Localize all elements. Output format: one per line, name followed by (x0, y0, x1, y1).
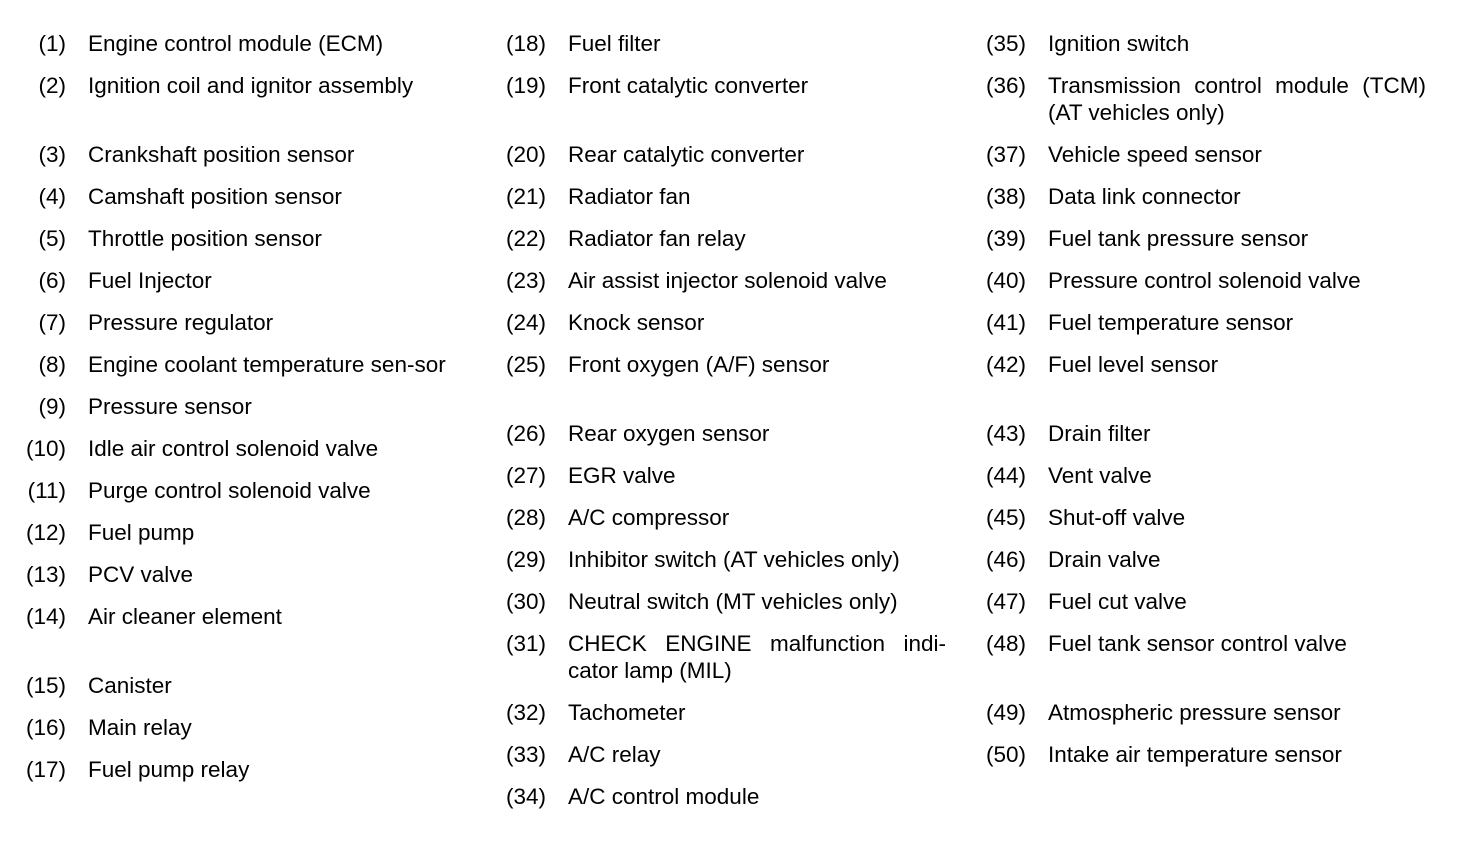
entry-number: (17) (25, 757, 66, 782)
entry-number: (1) (38, 31, 66, 56)
entry-label: Ignition switch (1048, 31, 1190, 56)
legend-entry (480, 504, 950, 531)
entry-number: (46) (985, 547, 1026, 572)
entry-label: Pressure sensor (88, 394, 252, 419)
entry-number: (29) (505, 547, 546, 572)
entry-label: Data link connector (1048, 184, 1241, 209)
entry-number: (8) (38, 352, 66, 377)
entry-number: (10) (25, 436, 66, 461)
entry-number: (18) (505, 31, 546, 56)
entry-label: A/C control module (568, 784, 760, 809)
entry-number: (35) (985, 31, 1026, 56)
entry-label: Fuel tank pressure sensor (1048, 226, 1309, 251)
entry-number: (33) (505, 742, 546, 767)
legend-entry (480, 309, 950, 336)
entry-number: (31) (505, 631, 546, 656)
legend-entry (480, 225, 950, 252)
entry-label: Neutral switch (MT vehicles only) (568, 589, 898, 614)
entry-label: Fuel level sensor (1048, 352, 1219, 377)
legend-entry (480, 630, 950, 684)
entry-number: (19) (505, 73, 546, 98)
entry-label: Vehicle speed sensor (1048, 142, 1262, 167)
entry-label: Fuel temperature sensor (1048, 310, 1294, 335)
legend-entry (0, 672, 470, 699)
entry-label: EGR valve (568, 463, 676, 488)
entry-label: Fuel tank sensor control valve (1048, 631, 1347, 656)
entry-label: Fuel filter (568, 31, 661, 56)
entry-label: Fuel cut valve (1048, 589, 1187, 614)
entry-label: Fuel pump (88, 520, 195, 545)
entry-label: Crankshaft position sensor (88, 142, 355, 167)
entry-label: Fuel Injector (88, 268, 212, 293)
entry-label: Fuel pump relay (88, 757, 250, 782)
legend-entry (960, 630, 1430, 684)
legend-entry (960, 699, 1430, 726)
legend-entry (480, 462, 950, 489)
entry-number: (27) (505, 463, 546, 488)
legend-entry (960, 267, 1430, 294)
legend-entry (480, 72, 950, 126)
entry-label: Tachometer (568, 700, 686, 725)
legend-entry (480, 420, 950, 447)
legend-entry (0, 519, 470, 546)
entry-number: (15) (25, 673, 66, 698)
legend-entry (0, 714, 470, 741)
legend-entry (480, 741, 950, 768)
legend-entry (0, 477, 470, 504)
entry-label: Drain filter (1048, 421, 1151, 446)
legend-entry (480, 546, 950, 573)
entry-label: Vent valve (1048, 463, 1152, 488)
legend-entry (480, 699, 950, 726)
legend-entry (0, 435, 470, 462)
entry-label: Transmission control module (TCM) (AT vehicles only) (1048, 73, 1426, 125)
entry-number: (24) (505, 310, 546, 335)
legend-column-3 (960, 30, 1430, 783)
legend-entry (0, 756, 470, 783)
entry-number: (45) (985, 505, 1026, 530)
entry-label: Air assist injector solenoid valve (568, 268, 887, 293)
legend-entry (480, 141, 950, 168)
entry-number: (9) (38, 394, 66, 419)
entry-number: (2) (38, 73, 66, 98)
entry-number: (7) (38, 310, 66, 335)
entry-label: Radiator fan relay (568, 226, 746, 251)
entry-label: Pressure regulator (88, 310, 274, 335)
legend-entry (960, 546, 1430, 573)
entry-label: Shut-off valve (1048, 505, 1186, 530)
entry-label: Intake air temperature sensor (1048, 742, 1342, 767)
entry-label: Rear catalytic converter (568, 142, 805, 167)
entry-number: (6) (38, 268, 66, 293)
entry-label: Radiator fan (568, 184, 691, 209)
legend-entry (960, 462, 1430, 489)
entry-label: Camshaft position sensor (88, 184, 342, 209)
legend-entry (960, 351, 1430, 405)
entry-number: (50) (985, 742, 1026, 767)
legend-entry (0, 183, 470, 210)
entry-number: (20) (505, 142, 546, 167)
entry-number: (22) (505, 226, 546, 251)
entry-label: Front catalytic converter (568, 73, 809, 98)
legend-entry (960, 141, 1430, 168)
entry-number: (32) (505, 700, 546, 725)
entry-number: (38) (985, 184, 1026, 209)
entry-number: (36) (985, 73, 1026, 98)
entry-label: CHECK ENGINE malfunction indi-cator lamp (MIL) (568, 631, 946, 683)
legend-entry (480, 267, 950, 294)
entry-number: (5) (38, 226, 66, 251)
legend-entry (0, 225, 470, 252)
legend-entry (0, 141, 470, 168)
legend-entry (0, 603, 470, 657)
entry-number: (16) (25, 715, 66, 740)
legend-entry (960, 225, 1430, 252)
entry-number: (34) (505, 784, 546, 809)
entry-number: (49) (985, 700, 1026, 725)
legend-entry (0, 309, 470, 336)
entry-number: (12) (25, 520, 66, 545)
legend-column-1 (0, 30, 470, 798)
entry-number: (43) (985, 421, 1026, 446)
entry-number: (44) (985, 463, 1026, 488)
entry-label: Engine control module (ECM) (88, 31, 384, 56)
entry-number: (26) (505, 421, 546, 446)
entry-label: Drain valve (1048, 547, 1161, 572)
legend-entry (480, 351, 950, 405)
legend-entry (960, 309, 1430, 336)
entry-label: Pressure control solenoid valve (1048, 268, 1361, 293)
entry-label: Atmospheric pressure sensor (1048, 700, 1341, 725)
entry-label: Inhibitor switch (AT vehicles only) (568, 547, 900, 572)
entry-number: (28) (505, 505, 546, 530)
entry-number: (13) (25, 562, 66, 587)
legend-entry (960, 504, 1430, 531)
entry-number: (4) (38, 184, 66, 209)
entry-label: Air cleaner element (88, 604, 282, 629)
entry-label: Throttle position sensor (88, 226, 322, 251)
legend-entry (960, 588, 1430, 615)
legend-entry (960, 30, 1430, 57)
entry-label: Front oxygen (A/F) sensor (568, 352, 830, 377)
component-legend (0, 30, 1472, 830)
entry-number: (30) (505, 589, 546, 614)
entry-number: (21) (505, 184, 546, 209)
entry-number: (23) (505, 268, 546, 293)
legend-entry (480, 588, 950, 615)
entry-label: Knock sensor (568, 310, 705, 335)
entry-label: A/C relay (568, 742, 661, 767)
legend-entry (0, 393, 470, 420)
entry-number: (42) (985, 352, 1026, 377)
entry-number: (14) (25, 604, 66, 629)
legend-entry (480, 183, 950, 210)
legend-column-2 (480, 30, 950, 825)
legend-entry (0, 351, 470, 378)
entry-label: Canister (88, 673, 172, 698)
entry-number: (40) (985, 268, 1026, 293)
entry-label: Engine coolant temperature sen-sor (88, 352, 446, 377)
entry-number: (39) (985, 226, 1026, 251)
entry-number: (3) (38, 142, 66, 167)
legend-entry (0, 267, 470, 294)
entry-label: Ignition coil and ignitor assembly (88, 73, 414, 98)
entry-number: (41) (985, 310, 1026, 335)
entry-label: Main relay (88, 715, 192, 740)
entry-label: PCV valve (88, 562, 194, 587)
legend-entry (960, 183, 1430, 210)
entry-label: Rear oxygen sensor (568, 421, 770, 446)
legend-entry (480, 783, 950, 810)
entry-number: (37) (985, 142, 1026, 167)
legend-entry (480, 30, 950, 57)
legend-entry (960, 741, 1430, 768)
entry-label: Purge control solenoid valve (88, 478, 371, 503)
legend-entry (0, 30, 470, 57)
legend-entry (0, 72, 470, 126)
legend-entry (960, 72, 1430, 126)
entry-number: (25) (505, 352, 546, 377)
entry-number: (48) (985, 631, 1026, 656)
entry-number: (11) (27, 478, 66, 503)
entry-label: A/C compressor (568, 505, 730, 530)
legend-entry (960, 420, 1430, 447)
entry-label: Idle air control solenoid valve (88, 436, 379, 461)
legend-entry (0, 561, 470, 588)
entry-number: (47) (985, 589, 1026, 614)
